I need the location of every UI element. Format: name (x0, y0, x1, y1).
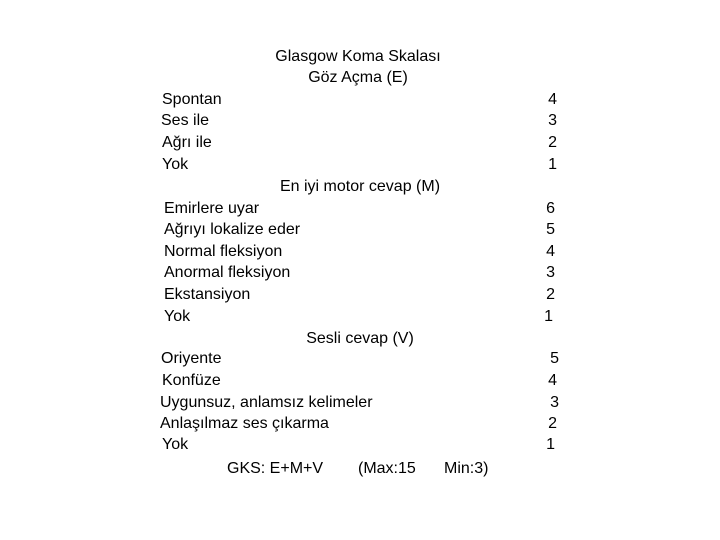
verbal-item-score: 3 (550, 394, 559, 411)
motor-item-score: 1 (544, 308, 553, 325)
verbal-item-label: Yok (162, 436, 189, 453)
gks-max: (Max:15 (358, 460, 416, 477)
gks-formula: GKS: E+M+V (227, 460, 324, 477)
verbal-item-label: Uygunsuz, anlamsız kelimeler (160, 394, 373, 411)
motor-item-score: 4 (546, 243, 555, 260)
motor-item-label: Emirlere uyar (164, 200, 260, 217)
gks-min: Min:3) (444, 460, 489, 477)
verbal-item-label: Oriyente (161, 350, 222, 367)
verbal-response-heading: Sesli cevap (V) (306, 330, 414, 347)
motor-item-label: Ağrıyı lokalize eder (164, 221, 301, 238)
motor-item-label: Anormal fleksiyon (164, 264, 291, 281)
eye-item-label: Yok (162, 156, 189, 173)
verbal-item-label: Anlaşılmaz ses çıkarma (160, 415, 329, 432)
motor-item-label: Yok (164, 308, 191, 325)
verbal-item-label: Konfüze (162, 372, 221, 389)
page-title: Glasgow Koma Skalası (275, 48, 441, 65)
motor-item-score: 6 (546, 200, 555, 217)
eye-item-score: 2 (548, 134, 557, 151)
eye-item-score: 3 (548, 112, 557, 129)
eye-item-label: Spontan (162, 91, 222, 108)
eye-item-score: 4 (548, 91, 557, 108)
motor-item-score: 2 (546, 286, 555, 303)
eye-opening-heading: Göz Açma (E) (308, 69, 408, 86)
eye-item-label: Ses ile (161, 112, 210, 129)
eye-item-score: 1 (548, 156, 557, 173)
verbal-item-score: 2 (548, 415, 557, 432)
motor-item-score: 3 (546, 264, 555, 281)
motor-item-score: 5 (546, 221, 555, 238)
verbal-item-score: 5 (550, 350, 559, 367)
verbal-item-score: 4 (548, 372, 557, 389)
eye-item-label: Ağrı ile (162, 134, 212, 151)
motor-response-heading: En iyi motor cevap (M) (279, 178, 441, 195)
motor-item-label: Normal fleksiyon (164, 243, 283, 260)
motor-item-label: Ekstansiyon (164, 286, 251, 303)
verbal-item-score: 1 (546, 436, 555, 453)
